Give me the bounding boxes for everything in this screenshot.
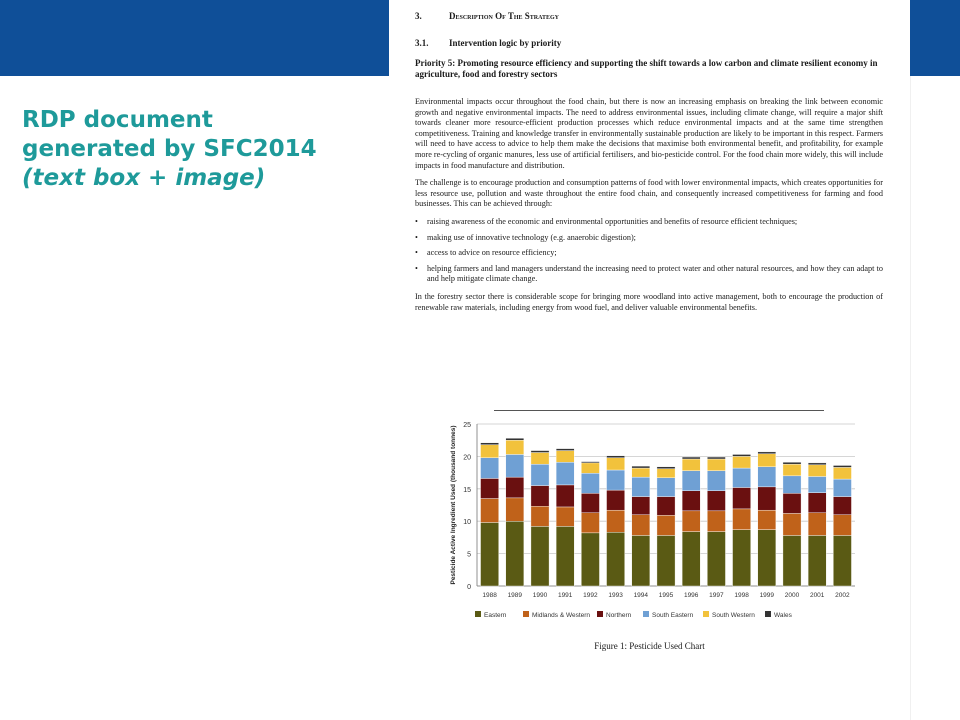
figure-caption: Figure 1: Pesticide Used Chart [594, 641, 705, 651]
bullet-item: • access to advice on resource efficiency; [415, 248, 883, 259]
y-tick-label: 10 [463, 519, 471, 527]
bar-segment [481, 499, 499, 523]
bar-segment [758, 452, 776, 454]
bar-segment [833, 479, 851, 496]
bar-segment [783, 535, 801, 586]
x-tick-label: 2002 [835, 592, 850, 599]
x-tick-label: 1997 [709, 592, 724, 599]
bar-segment [657, 467, 675, 469]
bar-segment [632, 497, 650, 515]
document-page [389, 0, 910, 720]
x-tick-label: 1996 [683, 592, 699, 599]
bar-segment [607, 458, 625, 470]
bar-segment [506, 440, 524, 454]
x-tick-label: 1999 [759, 592, 775, 599]
bar-segment [581, 533, 599, 586]
priority-heading: Priority 5: Promoting resource efficiency and supporting the shift towards a low carbon and climate resilient economy in agriculture, food and forestry sectors [415, 58, 878, 79]
paragraph-1: Environmental impacts occur throughout the food chain, but there is now an increasing emphasis on breaking the link between economic growth and negative environmental impacts. The need to address environmental issues, including climate change, will require a major shift towards cleaner more resource-efficient production processes which reduce environmental impacts and at the same time strengthen competitiveness. Training and knowledge transfer in environmentally sustainable production are likely to be important in this respect. Farmers will need to have access to advice to help them make the decisions that maximise both environmental benefit, and profitability, for example more re-cycling of organic manures, less use of artificial fertilisers, and bio-pesticide control. For the food chain more widely, this will include impacts in food manufacture and distribution. [415, 97, 883, 170]
bar-segment [682, 532, 700, 586]
paragraph-3: In the forestry sector there is considerable scope for bringing more woodland into active management, both to encourage the production of renewable raw materials, including energy from wood fuel, and deliver valuable environmental benefits. [415, 291, 883, 312]
bar-segment [657, 497, 675, 516]
bar-segment [607, 456, 625, 458]
chart-top-rule [494, 410, 824, 411]
bar-segment [556, 462, 574, 485]
x-tick-label: 1990 [532, 592, 548, 599]
x-tick-label: 1989 [507, 592, 523, 599]
bar-segment [481, 458, 499, 479]
bar-segment [632, 515, 650, 536]
bullet-list [415, 217, 883, 285]
bar-segment [607, 510, 625, 532]
section-title: Description Of The Strategy [449, 11, 559, 21]
bar-segment [707, 457, 725, 459]
bar-segment [632, 535, 650, 586]
bar-segment [581, 513, 599, 533]
bar-segment [581, 493, 599, 512]
legend-swatch [765, 611, 771, 617]
y-axis-title: Pesticide Active Ingredient Used (thousand tonnes) [450, 425, 457, 585]
header-band-left [0, 0, 389, 76]
bar-segment [506, 438, 524, 440]
legend-swatch [475, 611, 481, 617]
bar-segment [531, 486, 549, 507]
bar-segment [758, 467, 776, 487]
bar-segment [531, 464, 549, 485]
subsection-heading [415, 38, 561, 48]
bar-segment [783, 462, 801, 464]
bar-segment [707, 471, 725, 491]
bar-segment [531, 526, 549, 586]
paragraph-2: The challenge is to encourage production and consumption patterns of food with lower environmental impacts, which creates opportunities for less resource use, pollution and waste throughout the entire food chain, and consequently increased competitiveness for farming and food businesses. This can be achieved through: [415, 178, 883, 209]
x-tick-label: 1998 [734, 592, 749, 599]
bar-segment [657, 535, 675, 586]
x-tick-label: 1995 [658, 592, 674, 599]
bar-segment [657, 469, 675, 478]
bar-segment [581, 463, 599, 473]
bar-segment [758, 454, 776, 467]
bar-segment [481, 522, 499, 586]
bar-segment [758, 487, 776, 510]
right-margin [910, 76, 960, 720]
bar-segment [682, 459, 700, 471]
bar-segment [556, 485, 574, 507]
bar-segment [632, 466, 650, 468]
legend-swatch [597, 611, 603, 617]
caption-line-1: RDP document [22, 107, 213, 133]
bar-segment [707, 491, 725, 511]
bar-segment [632, 477, 650, 496]
bar-segment [481, 478, 499, 498]
bar-segment [808, 465, 826, 477]
bar-segment [506, 521, 524, 586]
bar-segment [607, 532, 625, 586]
bullet-item: • making use of innovative technology (e.g. anaerobic digestion); [415, 233, 883, 244]
bar-segment [657, 515, 675, 535]
subsection-number: 3.1. [415, 38, 429, 48]
x-tick-label: 2001 [809, 592, 825, 599]
bar-segment [531, 453, 549, 465]
bar-segment [783, 464, 801, 476]
bar-segment [783, 476, 801, 493]
y-tick-label: 25 [463, 422, 471, 429]
bar-segment [556, 451, 574, 463]
bar-segment [632, 468, 650, 477]
bar-segment [707, 459, 725, 471]
caption-line-2: generated by SFC2014 [22, 136, 317, 162]
bar-segment [607, 490, 625, 510]
bar-segment [506, 454, 524, 477]
bar-segment [833, 467, 851, 479]
bar-segment [808, 493, 826, 513]
x-tick-label: 1988 [482, 592, 497, 599]
document-body [415, 97, 883, 320]
section-number: 3. [415, 11, 422, 21]
bar-segment [506, 477, 524, 498]
bar-segment [833, 515, 851, 536]
bar-segment [733, 456, 751, 468]
section-heading [415, 11, 559, 21]
y-tick-label: 15 [463, 486, 471, 494]
bar-segment [481, 445, 499, 458]
bar-segment [682, 491, 700, 511]
bar-segment [833, 497, 851, 515]
legend-swatch [643, 611, 649, 617]
bar-segment [581, 473, 599, 493]
legend-label: Midlands & Western [532, 612, 591, 619]
bar-segment [783, 513, 801, 535]
bar-segment [556, 507, 574, 526]
bar-segment [783, 493, 801, 513]
x-tick-label: 1992 [583, 592, 598, 599]
x-tick-label: 1993 [608, 592, 623, 599]
bar-segment [506, 498, 524, 521]
subsection-title: Intervention logic by priority [449, 38, 562, 48]
bar-segment [682, 511, 700, 532]
bullet-item: • raising awareness of the economic and environmental opportunities and benefits of resource efficient techniques; [415, 217, 883, 228]
legend-swatch [523, 611, 529, 617]
bar-segment [607, 470, 625, 490]
bar-segment [758, 530, 776, 586]
bar-segment [733, 468, 751, 487]
bar-segment [808, 513, 826, 536]
legend-swatch [703, 611, 709, 617]
bar-segment [758, 510, 776, 529]
bar-segment [833, 535, 851, 586]
bar-segment [531, 451, 549, 453]
bar-segment [707, 511, 725, 532]
pesticide-chart [443, 412, 863, 637]
bar-segment [808, 476, 826, 492]
bar-segment [556, 449, 574, 451]
caption-line-3: (text box + image) [22, 165, 266, 191]
x-tick-label: 1994 [633, 592, 649, 599]
bar-segment [733, 488, 751, 509]
bar-segment [733, 530, 751, 586]
bar-segment [481, 443, 499, 445]
y-tick-label: 0 [467, 584, 471, 591]
bar-segment [682, 457, 700, 459]
bar-segment [733, 509, 751, 530]
y-tick-label: 20 [463, 454, 471, 462]
bar-segment [682, 471, 700, 491]
legend-label: Northern [606, 612, 632, 619]
x-tick-label: 1991 [557, 592, 573, 599]
legend-label: Eastern [484, 612, 507, 619]
bar-segment [707, 532, 725, 586]
y-tick-label: 5 [467, 551, 471, 559]
legend-label: South Eastern [652, 612, 694, 619]
bar-segment [733, 454, 751, 456]
bar-segment [808, 535, 826, 586]
bar-segment [657, 478, 675, 497]
bar-segment [581, 462, 599, 463]
slide-caption [22, 106, 382, 193]
bar-segment [556, 526, 574, 586]
bar-segment [808, 463, 826, 465]
x-tick-label: 2000 [784, 592, 800, 599]
bar-segment [531, 506, 549, 526]
header-band-right [910, 0, 960, 76]
bullet-item: • helping farmers and land managers understand the increasing need to protect water and other natural resources, and how they can adapt to and help mitigate climate change. [415, 264, 883, 285]
legend-label: Wales [774, 612, 792, 619]
legend-label: South Western [712, 612, 755, 619]
bar-segment [833, 465, 851, 467]
